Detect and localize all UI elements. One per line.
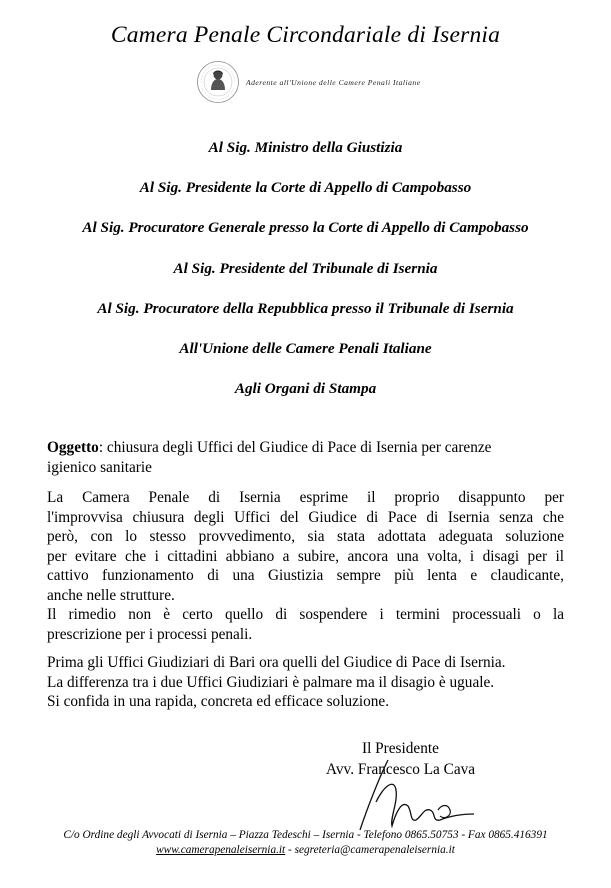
footer-address: C/o Ordine degli Avvocati di Isernia – Piazza Tedeschi – Isernia - Telefono 0865.50753 - Fax 0865.416391 xyxy=(63,829,548,841)
paragraph-line: cattivo funzionamento di una Giustizia sempre più lenta e claudicante, xyxy=(47,567,564,584)
lawyer-portrait-seal-icon xyxy=(196,60,240,104)
paragraph-disappunto xyxy=(47,488,564,605)
closing-line: Prima gli Uffici Giudiziari di Bari ora quelli del Giudice di Pace di Isernia. xyxy=(47,654,506,671)
recipient-line: Al Sig. Presidente la Corte di Appello di Campobasso xyxy=(139,179,472,196)
closing-line: Si confida in una rapida, concreta ed efficace soluzione. xyxy=(47,693,390,710)
paragraph-rimedio xyxy=(47,605,564,644)
paragraph-line: Il rimedio non è certo quello di sospendere i termini processuali o la xyxy=(47,606,564,623)
paragraph-line: La Camera Penale di Isernia esprime il proprio disappunto per xyxy=(47,489,564,506)
affiliation-text: Aderente all'Unione delle Camere Penali Italiane xyxy=(246,77,421,87)
body-paragraph xyxy=(47,488,564,644)
handwritten-signature xyxy=(350,756,480,836)
closing-lines xyxy=(47,653,564,712)
paragraph-line: per evitare che i cittadini abbiano a subire, ancora una volta, i disagi per il xyxy=(47,547,564,565)
subject-label: Oggetto xyxy=(47,439,99,456)
recipient-line: All'Unione delle Camere Penali Italiane xyxy=(179,340,432,357)
letterhead-footer xyxy=(0,828,611,858)
recipient-line: Agli Organi di Stampa xyxy=(234,380,377,397)
recipient-line: Al Sig. Procuratore della Repubblica presso il Tribunale di Isernia xyxy=(97,300,514,317)
subject-text-line: chiusura degli Uffici del Giudice di Pace di Isernia per carenze xyxy=(106,439,492,456)
footer-contacts xyxy=(0,843,611,858)
signatory-role: Il Presidente xyxy=(362,740,439,757)
paragraph-line: però, con lo stesso provvedimento, sia stata adottata adeguata soluzione xyxy=(47,528,564,545)
organization-title: Camera Penale Circondariale di Isernia xyxy=(110,22,501,48)
subject-text-line: igienico sanitarie xyxy=(47,458,152,476)
subject-block xyxy=(47,438,564,477)
recipient-line: Al Sig. Ministro della Giustizia xyxy=(208,139,403,156)
paragraph-line: l'improvvisa chiusura degli Uffici del Giudice di Pace di Isernia senza che xyxy=(47,508,564,526)
paragraph-line: prescrizione per i processi penali. xyxy=(47,625,253,643)
closing-line: La differenza tra i due Uffici Giudiziari è palmare ma il disagio è uguale. xyxy=(47,673,495,691)
paragraph-line: anche nelle strutture. xyxy=(47,586,175,604)
footer-email: - segreteria@camerapenaleisernia.it xyxy=(285,844,455,856)
website-link[interactable]: www.camerapenaleisernia.it xyxy=(156,844,286,856)
signatory-name: Avv. Francesco La Cava xyxy=(326,761,476,778)
affiliation-row xyxy=(196,60,421,104)
recipient-line: Al Sig. Presidente del Tribunale di Isernia xyxy=(173,260,438,277)
subject-separator: : xyxy=(98,439,107,456)
recipient-line: Al Sig. Procuratore Generale presso la Corte di Appello di Campobasso xyxy=(82,219,529,236)
